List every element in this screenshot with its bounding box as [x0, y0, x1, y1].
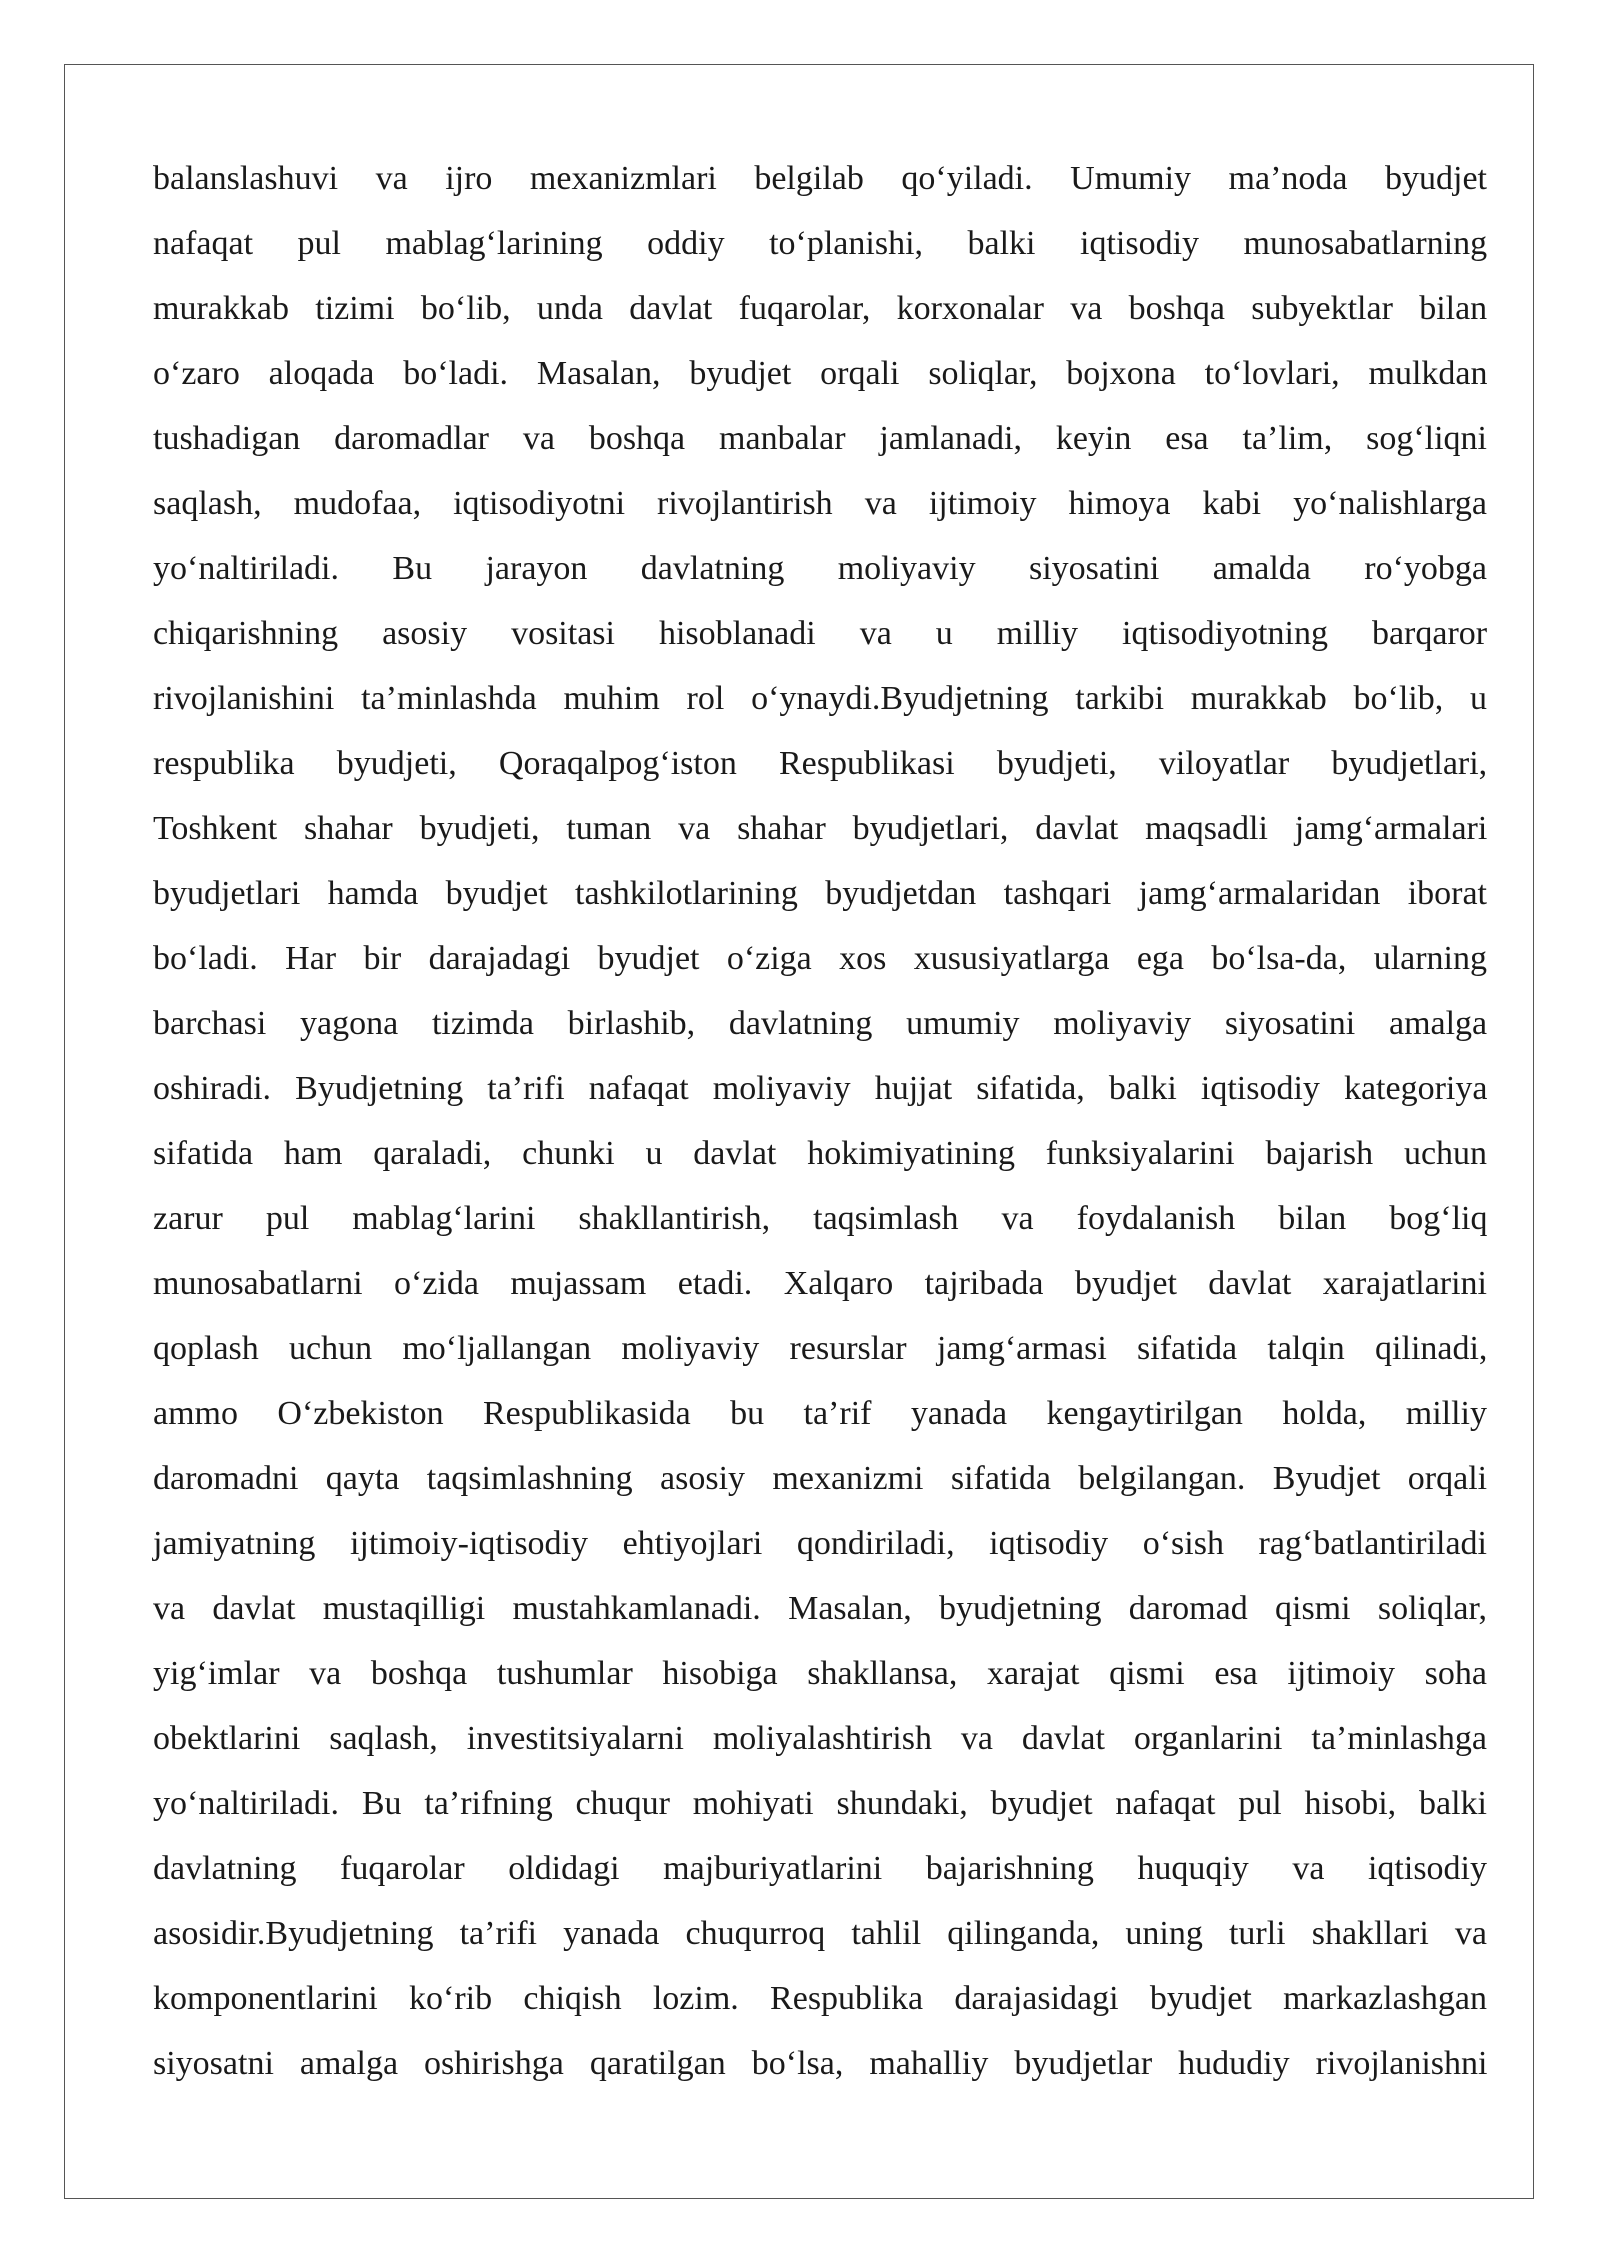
text-line: jamiyatning ijtimoiy-iqtisodiy ehtiyojlari qondiriladi, iqtisodiy o‘sish rag‘batlantiriladi [153, 1525, 1487, 1562]
text-line: o‘zaro aloqada bo‘ladi. Masalan, byudjet orqali soliqlar, bojxona to‘lovlari, mulkdan [153, 355, 1488, 392]
text-line: yo‘naltiriladi. Bu jarayon davlatning moliyaviy siyosatini amalda ro‘yobga [153, 550, 1487, 587]
text-line: ammo O‘zbekiston Respublikasida bu ta’rif yanada kengaytirilgan holda, milliy [153, 1395, 1487, 1432]
text-line: daromadni qayta taqsimlashning asosiy mexanizmi sifatida belgilangan. Byudjet orqali [153, 1460, 1488, 1497]
text-line: oshiradi. Byudjetning ta’rifi nafaqat moliyaviy hujjat sifatida, balki iqtisodiy kategoriya [153, 1070, 1488, 1107]
text-line: zarur pul mablag‘larini shakllantirish, taqsimlash va foydalanish bilan bog‘liq [153, 1200, 1488, 1237]
text-line: barchasi yagona tizimda birlashib, davlatning umumiy moliyaviy siyosatini amalga [153, 1005, 1488, 1042]
text-line: respublika byudjeti, Qoraqalpog‘iston Respublikasi byudjeti, viloyatlar byudjetlari, [153, 745, 1488, 782]
text-line: siyosatni amalga oshirishga qaratilgan bo‘lsa, mahalliy byudjetlar hududiy rivojlanishni [153, 2045, 1488, 2082]
text-line: munosabatlarni o‘zida mujassam etadi. Xalqaro tajribada byudjet davlat xarajatlarini [153, 1265, 1487, 1302]
text-line: davlatning fuqarolar oldidagi majburiyatlarini bajarishning huquqiy va iqtisodiy [153, 1850, 1487, 1887]
text-line: sifatida ham qaraladi, chunki u davlat hokimiyatining funksiyalarini bajarish uchun [153, 1135, 1488, 1172]
text-line: obektlarini saqlash, investitsiyalarni moliyalashtirish va davlat organlarini ta’minlashga [153, 1720, 1487, 1757]
text-line: balanslashuvi va ijro mexanizmlari belgilab qo‘yiladi. Umumiy ma’noda byudjet [153, 160, 1487, 197]
text-line: komponentlarini ko‘rib chiqish lozim. Respublika darajasidagi byudjet markazlashgan [153, 1980, 1487, 2017]
text-line: bo‘ladi. Har bir darajadagi byudjet o‘ziga xos xususiyatlarga ega bo‘lsa-da, ularning [153, 940, 1487, 977]
text-line: rivojlanishini ta’minlashda muhim rol o‘ynaydi.Byudjetning tarkibi murakkab bo‘lib, u [153, 680, 1487, 717]
text-line: byudjetlari hamda byudjet tashkilotlarining byudjetdan tashqari jamg‘armalaridan iborat [153, 875, 1487, 912]
text-line: nafaqat pul mablag‘larining oddiy to‘planishi, balki iqtisodiy munosabatlarning [153, 225, 1488, 262]
document-body-text [153, 146, 1487, 2096]
text-line: yig‘imlar va boshqa tushumlar hisobiga shakllansa, xarajat qismi esa ijtimoiy soha [153, 1655, 1487, 1692]
text-line: Toshkent shahar byudjeti, tuman va shahar byudjetlari, davlat maqsadli jamg‘armalari [153, 810, 1488, 847]
text-line: saqlash, mudofaa, iqtisodiyotni rivojlantirish va ijtimoiy himoya kabi yo‘nalishlarga [153, 485, 1487, 522]
text-line: va davlat mustaqilligi mustahkamlanadi. Masalan, byudjetning daromad qismi soliqlar, [153, 1590, 1487, 1627]
text-line: tushadigan daromadlar va boshqa manbalar jamlanadi, keyin esa ta’lim, sog‘liqni [153, 420, 1487, 457]
text-line: qoplash uchun mo‘ljallangan moliyaviy resurslar jamg‘armasi sifatida talqin qilinadi, [153, 1330, 1488, 1367]
text-line: murakkab tizimi bo‘lib, unda davlat fuqarolar, korxonalar va boshqa subyektlar bilan [153, 290, 1488, 327]
text-line: chiqarishning asosiy vositasi hisoblanadi va u milliy iqtisodiyotning barqaror [153, 615, 1488, 652]
text-line: yo‘naltiriladi. Bu ta’rifning chuqur mohiyati shundaki, byudjet nafaqat pul hisobi, balki [153, 1785, 1487, 1822]
text-line: asosidir.Byudjetning ta’rifi yanada chuqurroq tahlil qilinganda, uning turli shakllari va [153, 1915, 1487, 1952]
